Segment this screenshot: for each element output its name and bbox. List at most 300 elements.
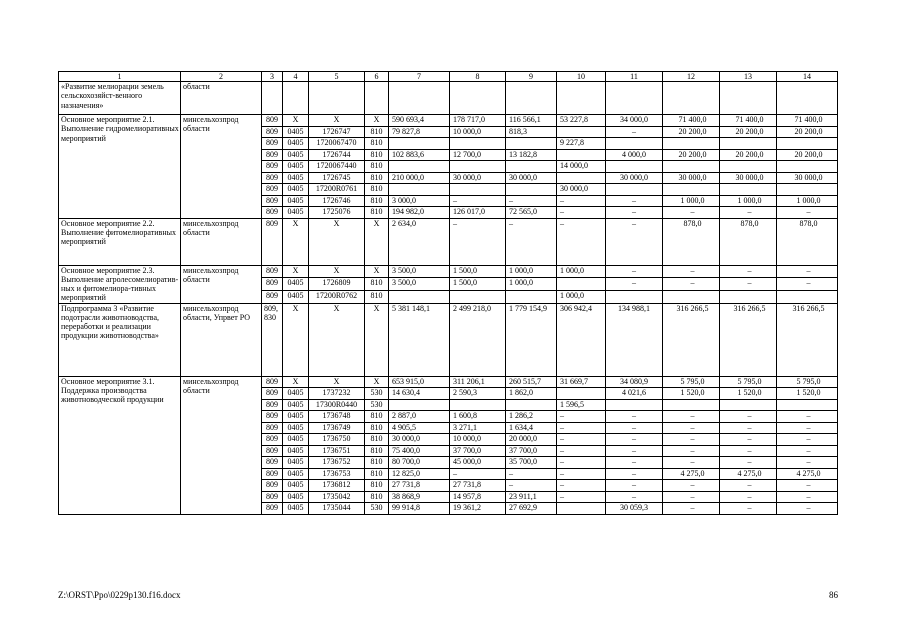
value-cell: 27 731,8 (450, 480, 506, 492)
header-cell: 8 (450, 72, 506, 82)
table-row (59, 303, 838, 376)
value-cell: 0405 (283, 290, 309, 303)
value-cell (557, 149, 606, 161)
value-cell: 809 (262, 290, 283, 303)
value-cell: 810 (365, 161, 389, 173)
value-cell (389, 184, 450, 196)
value-cell: 31 669,7 (557, 376, 606, 388)
value-cell (720, 290, 777, 303)
value-cell: 809 (262, 184, 283, 196)
value-cell (262, 82, 283, 115)
value-cell: 1 634,4 (506, 422, 557, 434)
value-cell: 34 000,0 (606, 115, 663, 127)
value-cell: – (606, 278, 663, 291)
value-cell (450, 399, 506, 411)
value-cell: – (557, 218, 606, 265)
value-cell: 809 (262, 457, 283, 469)
value-cell: 316 266,5 (777, 303, 838, 376)
value-cell (663, 399, 720, 411)
value-cell: 14 000,0 (557, 161, 606, 173)
value-cell: 2 887,0 (389, 411, 450, 423)
value-cell: – (663, 480, 720, 492)
value-cell: 71 400,0 (663, 115, 720, 127)
value-cell: 1 520,0 (777, 388, 838, 400)
value-cell (283, 82, 309, 115)
value-cell: 0405 (283, 503, 309, 515)
value-cell: – (777, 278, 838, 291)
value-cell: 1725076 (309, 207, 365, 219)
executor-cell: минсельхозпрод области (181, 376, 262, 514)
value-cell: 1 520,0 (663, 388, 720, 400)
value-cell: 1 779 154,9 (506, 303, 557, 376)
value-cell (663, 184, 720, 196)
value-cell: 5 381 148,1 (389, 303, 450, 376)
value-cell: 4 275,0 (663, 468, 720, 480)
value-cell: 2 634,0 (389, 218, 450, 265)
executor-cell: минсельхозпрод области, Упрвет РО (181, 303, 262, 376)
value-cell: 0405 (283, 422, 309, 434)
value-cell: 20 200,0 (777, 126, 838, 138)
value-cell (506, 399, 557, 411)
value-cell: 37 700,0 (450, 445, 506, 457)
value-cell: – (663, 434, 720, 446)
value-cell: 4 275,0 (777, 468, 838, 480)
value-cell: 20 200,0 (720, 149, 777, 161)
value-cell: 0405 (283, 172, 309, 184)
value-cell: 1 862,0 (506, 388, 557, 400)
value-cell (777, 290, 838, 303)
header-cell: 9 (506, 72, 557, 82)
value-cell: 653 915,0 (389, 376, 450, 388)
value-cell: – (606, 457, 663, 469)
table-body (59, 72, 838, 515)
value-cell: – (557, 468, 606, 480)
value-cell: 194 982,0 (389, 207, 450, 219)
value-cell (720, 184, 777, 196)
value-cell: – (557, 434, 606, 446)
value-cell (506, 82, 557, 115)
value-cell: 810 (365, 434, 389, 446)
value-cell: – (606, 265, 663, 278)
value-cell: 38 868,9 (389, 491, 450, 503)
value-cell: 809 (262, 491, 283, 503)
value-cell (606, 161, 663, 173)
value-cell: 27 731,8 (389, 480, 450, 492)
value-cell: – (506, 468, 557, 480)
value-cell: 134 988,1 (606, 303, 663, 376)
value-cell: 1 000,0 (557, 265, 606, 278)
value-cell: – (450, 468, 506, 480)
value-cell: 1720067440 (309, 161, 365, 173)
value-cell: 809 (262, 172, 283, 184)
event-name-cell: «Развитие мелиорации земель сельскохозяйст-венного назначения» (59, 82, 181, 115)
value-cell: 0405 (283, 195, 309, 207)
value-cell: – (557, 457, 606, 469)
value-cell: 80 700,0 (389, 457, 450, 469)
value-cell: – (606, 207, 663, 219)
value-cell: 1736750 (309, 434, 365, 446)
value-cell: 1 500,0 (450, 265, 506, 278)
executor-cell: минсельхозпрод области (181, 218, 262, 265)
value-cell: Х (309, 218, 365, 265)
header-row (59, 72, 838, 82)
value-cell: 0405 (283, 468, 309, 480)
value-cell: 810 (365, 290, 389, 303)
value-cell: 178 717,0 (450, 115, 506, 127)
value-cell (389, 399, 450, 411)
value-cell: Х (283, 265, 309, 278)
value-cell: 0405 (283, 399, 309, 411)
value-cell: 30 000,0 (720, 172, 777, 184)
value-cell: 809 (262, 115, 283, 127)
value-cell: 4 275,0 (720, 468, 777, 480)
value-cell: 1720067470 (309, 138, 365, 150)
value-cell: – (777, 480, 838, 492)
value-cell: – (606, 195, 663, 207)
value-cell (606, 399, 663, 411)
value-cell: 13 182,8 (506, 149, 557, 161)
value-cell (450, 138, 506, 150)
value-cell: 1 000,0 (777, 195, 838, 207)
value-cell: 1735042 (309, 491, 365, 503)
value-cell (557, 172, 606, 184)
value-cell: 0405 (283, 445, 309, 457)
value-cell: 71 400,0 (720, 115, 777, 127)
value-cell: 1736749 (309, 422, 365, 434)
value-cell: 14 630,4 (389, 388, 450, 400)
value-cell: 530 (365, 388, 389, 400)
value-cell: 810 (365, 422, 389, 434)
value-cell: – (606, 422, 663, 434)
value-cell: 1726745 (309, 172, 365, 184)
value-cell: 0405 (283, 126, 309, 138)
value-cell: 809 (262, 149, 283, 161)
value-cell: Х (365, 218, 389, 265)
value-cell: 1736752 (309, 457, 365, 469)
header-cell: 13 (720, 72, 777, 82)
value-cell: 0405 (283, 278, 309, 291)
value-cell: 0405 (283, 207, 309, 219)
value-cell: 20 200,0 (720, 126, 777, 138)
value-cell (606, 138, 663, 150)
value-cell: – (557, 422, 606, 434)
value-cell: Х (309, 265, 365, 278)
event-name-cell: Основное мероприятие 2.2. Выполнение фитомелиоративных мероприятий (59, 218, 181, 265)
table-row (59, 265, 838, 278)
value-cell: – (720, 411, 777, 423)
value-cell (720, 399, 777, 411)
value-cell: – (720, 278, 777, 291)
event-name-cell: Подпрограмма 3 «Развитие подотрасли животноводства, переработки и реализации продукции животноводства» (59, 303, 181, 376)
value-cell: 30 000,0 (663, 172, 720, 184)
value-cell: 0405 (283, 161, 309, 173)
value-cell: 809 (262, 218, 283, 265)
value-cell: 810 (365, 149, 389, 161)
value-cell: 2 590,3 (450, 388, 506, 400)
value-cell: 20 200,0 (663, 126, 720, 138)
value-cell: 810 (365, 278, 389, 291)
value-cell: 1736812 (309, 480, 365, 492)
value-cell: – (663, 491, 720, 503)
value-cell: 810 (365, 138, 389, 150)
value-cell: – (777, 503, 838, 515)
value-cell: Х (365, 265, 389, 278)
value-cell (557, 503, 606, 515)
value-cell (663, 161, 720, 173)
value-cell: 116 566,1 (506, 115, 557, 127)
value-cell: 4 000,0 (606, 149, 663, 161)
value-cell: – (663, 445, 720, 457)
value-cell: 810 (365, 172, 389, 184)
value-cell: 810 (365, 445, 389, 457)
value-cell: 20 200,0 (663, 149, 720, 161)
value-cell: – (720, 445, 777, 457)
value-cell (450, 290, 506, 303)
value-cell: – (557, 207, 606, 219)
value-cell (450, 82, 506, 115)
value-cell: 1 000,0 (506, 278, 557, 291)
value-cell: 1 596,5 (557, 399, 606, 411)
value-cell: 1726809 (309, 278, 365, 291)
value-cell: 809 (262, 126, 283, 138)
value-cell: 0405 (283, 388, 309, 400)
value-cell (506, 184, 557, 196)
event-name-cell: Основное мероприятие 2.3. Выполнение агролесомелиоратив-ных и фитомелиора-тивных мероприятий (59, 265, 181, 303)
value-cell: – (720, 457, 777, 469)
value-cell: 1 500,0 (450, 278, 506, 291)
value-cell: 35 700,0 (506, 457, 557, 469)
value-cell: 12 700,0 (450, 149, 506, 161)
value-cell: 10 000,0 (450, 126, 506, 138)
value-cell (557, 388, 606, 400)
value-cell: 809 (262, 503, 283, 515)
header-cell: 10 (557, 72, 606, 82)
value-cell: 30 000,0 (777, 172, 838, 184)
value-cell: – (720, 503, 777, 515)
value-cell (606, 82, 663, 115)
value-cell: 20 000,0 (506, 434, 557, 446)
value-cell: 3 500,0 (389, 278, 450, 291)
header-cell: 7 (389, 72, 450, 82)
value-cell: 1735044 (309, 503, 365, 515)
value-cell (506, 138, 557, 150)
value-cell: Х (283, 303, 309, 376)
value-cell: 75 400,0 (389, 445, 450, 457)
value-cell: – (777, 457, 838, 469)
value-cell: 0405 (283, 480, 309, 492)
value-cell: 10 000,0 (450, 434, 506, 446)
value-cell: – (606, 491, 663, 503)
value-cell: 30 000,0 (606, 172, 663, 184)
value-cell: 809 (262, 434, 283, 446)
event-name-cell: Основное мероприятие 3.1. Поддержка производства животноводческой продукции (59, 376, 181, 514)
value-cell: 1 520,0 (720, 388, 777, 400)
value-cell: 1736748 (309, 411, 365, 423)
value-cell: 3 000,0 (389, 195, 450, 207)
value-cell: 809, 830 (262, 303, 283, 376)
header-cell: 3 (262, 72, 283, 82)
value-cell: 14 957,8 (450, 491, 506, 503)
value-cell: 1726746 (309, 195, 365, 207)
value-cell: 71 400,0 (777, 115, 838, 127)
value-cell: 0405 (283, 434, 309, 446)
value-cell: – (606, 445, 663, 457)
value-cell: 809 (262, 376, 283, 388)
value-cell: – (663, 503, 720, 515)
value-cell: – (777, 422, 838, 434)
value-cell: – (720, 265, 777, 278)
executor-cell: минсельхозпрод области (181, 115, 262, 219)
value-cell: – (506, 480, 557, 492)
table-row (59, 115, 838, 127)
value-cell: 30 000,0 (506, 172, 557, 184)
value-cell: – (720, 480, 777, 492)
value-cell: – (557, 445, 606, 457)
value-cell: 53 227,8 (557, 115, 606, 127)
value-cell: 810 (365, 126, 389, 138)
value-cell: 3 500,0 (389, 265, 450, 278)
executor-cell: области (181, 82, 262, 115)
value-cell: – (663, 265, 720, 278)
value-cell: 4 021,6 (606, 388, 663, 400)
page-number: 86 (829, 590, 838, 600)
value-cell: 12 825,0 (389, 468, 450, 480)
value-cell: 5 795,0 (777, 376, 838, 388)
value-cell: 1 000,0 (720, 195, 777, 207)
value-cell: Х (309, 303, 365, 376)
value-cell: – (663, 422, 720, 434)
value-cell (506, 290, 557, 303)
table-row (59, 218, 838, 265)
value-cell: 809 (262, 411, 283, 423)
value-cell: 23 911,1 (506, 491, 557, 503)
value-cell: – (663, 457, 720, 469)
value-cell: 809 (262, 399, 283, 411)
value-cell: 126 017,0 (450, 207, 506, 219)
value-cell: – (557, 195, 606, 207)
value-cell: 809 (262, 388, 283, 400)
value-cell: 809 (262, 138, 283, 150)
value-cell: 102 883,6 (389, 149, 450, 161)
value-cell: 0405 (283, 138, 309, 150)
value-cell: 810 (365, 411, 389, 423)
value-cell: Х (365, 303, 389, 376)
value-cell: 809 (262, 207, 283, 219)
value-cell: Х (283, 115, 309, 127)
value-cell (777, 82, 838, 115)
value-cell: 809 (262, 195, 283, 207)
value-cell: – (606, 218, 663, 265)
header-cell: 11 (606, 72, 663, 82)
value-cell: 2 499 218,0 (450, 303, 506, 376)
value-cell (720, 82, 777, 115)
value-cell: 17300R0440 (309, 399, 365, 411)
value-cell: 810 (365, 195, 389, 207)
value-cell: – (606, 434, 663, 446)
value-cell: Х (309, 115, 365, 127)
value-cell: 19 361,2 (450, 503, 506, 515)
document-path: Z:\ORST\Ppo\0229p130.f16.docx (58, 590, 181, 600)
value-cell: – (606, 126, 663, 138)
value-cell: 316 266,5 (663, 303, 720, 376)
value-cell: 0405 (283, 491, 309, 503)
value-cell (389, 82, 450, 115)
value-cell: 810 (365, 491, 389, 503)
value-cell: 1 286,2 (506, 411, 557, 423)
value-cell: – (777, 411, 838, 423)
value-cell: 37 700,0 (506, 445, 557, 457)
value-cell: – (663, 278, 720, 291)
value-cell: 30 059,3 (606, 503, 663, 515)
value-cell: Х (283, 218, 309, 265)
value-cell: 810 (365, 468, 389, 480)
budget-table (58, 71, 838, 515)
budget-table-container (58, 71, 837, 515)
value-cell: Х (365, 115, 389, 127)
value-cell: 30 000,0 (557, 184, 606, 196)
value-cell: – (777, 445, 838, 457)
value-cell: 1736753 (309, 468, 365, 480)
value-cell (557, 82, 606, 115)
value-cell: 809 (262, 161, 283, 173)
header-cell: 4 (283, 72, 309, 82)
value-cell: – (720, 491, 777, 503)
value-cell: 311 206,1 (450, 376, 506, 388)
value-cell: 1726747 (309, 126, 365, 138)
value-cell: – (557, 480, 606, 492)
value-cell (506, 161, 557, 173)
value-cell (663, 82, 720, 115)
table-row (59, 376, 838, 388)
event-name-cell: Основное мероприятие 2.1. Выполнение гидромелиоративных мероприятий (59, 115, 181, 219)
value-cell: 809 (262, 468, 283, 480)
value-cell (777, 399, 838, 411)
value-cell: 9 227,8 (557, 138, 606, 150)
value-cell: – (606, 468, 663, 480)
value-cell: – (606, 480, 663, 492)
value-cell (389, 161, 450, 173)
value-cell (720, 138, 777, 150)
value-cell: 818,3 (506, 126, 557, 138)
value-cell (309, 82, 365, 115)
value-cell (606, 290, 663, 303)
value-cell: 809 (262, 480, 283, 492)
value-cell: 810 (365, 457, 389, 469)
value-cell (777, 161, 838, 173)
value-cell: 590 693,4 (389, 115, 450, 127)
value-cell: 530 (365, 399, 389, 411)
value-cell: 5 795,0 (720, 376, 777, 388)
value-cell: 810 (365, 480, 389, 492)
value-cell: – (720, 434, 777, 446)
value-cell: 34 080,9 (606, 376, 663, 388)
header-cell: 12 (663, 72, 720, 82)
value-cell: 1 000,0 (506, 265, 557, 278)
value-cell (450, 184, 506, 196)
value-cell: 0405 (283, 184, 309, 196)
value-cell: 79 827,8 (389, 126, 450, 138)
value-cell: 306 942,4 (557, 303, 606, 376)
value-cell: – (450, 218, 506, 265)
value-cell: – (720, 207, 777, 219)
value-cell: – (663, 207, 720, 219)
value-cell: 810 (365, 207, 389, 219)
value-cell: 316 266,5 (720, 303, 777, 376)
header-cell: 14 (777, 72, 838, 82)
value-cell (663, 290, 720, 303)
value-cell: 20 200,0 (777, 149, 838, 161)
value-cell: – (606, 411, 663, 423)
